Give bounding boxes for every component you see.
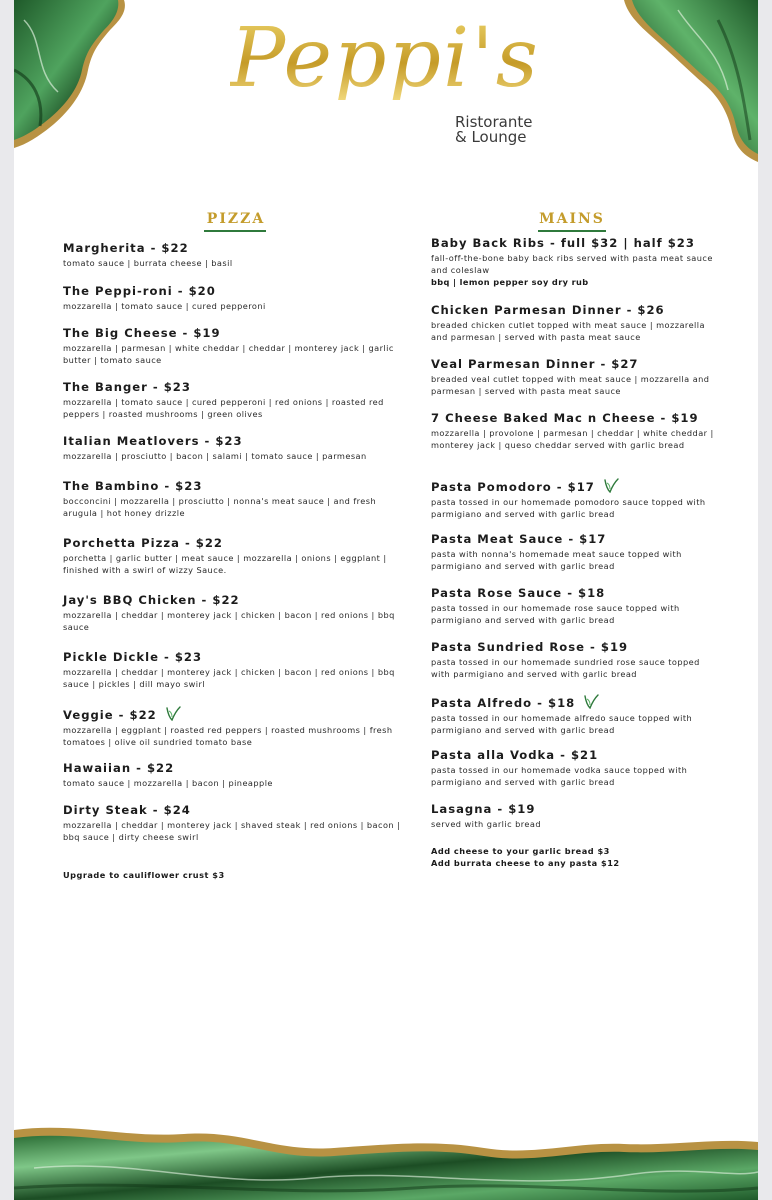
- logo-subtitle: [455, 115, 565, 145]
- menu-item-description: pasta with nonna's homemade meat sauce topped with parmigiano and served with garlic bread: [431, 549, 682, 571]
- marble-corner-top-right: [618, 0, 758, 165]
- menu-item-title: Veggie - $22: [63, 708, 157, 722]
- menu-item-description: mozzarella | cheddar | monterey jack | shaved steak | red onions | bacon | bbq sauce | dirty cheese swirl: [63, 820, 401, 842]
- mains-heading: MAINS: [539, 211, 605, 227]
- menu-item-name: [63, 593, 409, 608]
- menu-item-title: Dirty Steak - $24: [63, 803, 191, 817]
- menu-item-name: [431, 586, 721, 601]
- pizza-menu-item: [63, 761, 409, 789]
- menu-item-description: bocconcini | mozzarella | prosciutto | nonna's meat sauce | and fresh arugula | hot honey drizzle: [63, 496, 377, 518]
- menu-item-title: The Big Cheese - $19: [63, 326, 221, 340]
- mains-menu-item: [431, 640, 721, 680]
- marble-border-bottom: [14, 1108, 758, 1200]
- menu-item-options: bbq | lemon pepper soy dry rub: [431, 277, 589, 287]
- menu-item-title: The Banger - $23: [63, 380, 191, 394]
- menu-item-name: [431, 357, 721, 372]
- menu-item-description: pasta tossed in our homemade sundried rose sauce topped with parmigiano and served with garlic bread: [431, 657, 700, 679]
- pizza-menu-item: [63, 479, 409, 519]
- pizza-menu-item: [63, 650, 409, 690]
- menu-item-description: mozzarella | provolone | parmesan | cheddar | white cheddar | monterey jack | queso cheddar served with garlic bread: [431, 428, 714, 450]
- menu-item-name: [431, 411, 721, 426]
- mains-menu-item: [431, 586, 721, 626]
- logo-wordmark: Peppi's: [230, 11, 540, 106]
- menu-item-description: mozzarella | tomato sauce | cured pepperoni: [63, 301, 266, 311]
- menu-item-name: [63, 284, 409, 299]
- menu-page: [14, 0, 758, 1200]
- menu-item-name: [63, 380, 409, 395]
- vegetarian-leaf-icon: [603, 478, 619, 493]
- menu-item-title: Veal Parmesan Dinner - $27: [431, 357, 639, 371]
- menu-item-title: Jay's BBQ Chicken - $22: [63, 593, 240, 607]
- menu-item-name: [63, 706, 409, 723]
- cauliflower-crust-note: Upgrade to cauliflower crust $3: [63, 870, 225, 880]
- pizza-menu-item: [63, 326, 409, 366]
- menu-item-title: Pasta alla Vodka - $21: [431, 748, 599, 762]
- menu-item-title: Pasta Pomodoro - $17: [431, 480, 595, 494]
- menu-item-description: mozzarella | prosciutto | bacon | salami | tomato sauce | parmesan: [63, 451, 367, 461]
- mains-menu-list: [431, 236, 721, 836]
- mains-menu-item: [431, 532, 721, 572]
- menu-item-description: pasta tossed in our homemade alfredo sauce topped with parmigiano and served with garlic bread: [431, 713, 693, 735]
- menu-item-title: Italian Meatlovers - $23: [63, 434, 243, 448]
- menu-item-description: tomato sauce | mozzarella | bacon | pineapple: [63, 778, 273, 788]
- menu-item-description: pasta tossed in our homemade rose sauce topped with parmigiano and served with garlic bread: [431, 603, 680, 625]
- garlic-bread-cheese-note: Add cheese to your garlic bread $3: [431, 846, 610, 856]
- vegetarian-leaf-icon: [165, 706, 181, 721]
- menu-item-name: [63, 479, 409, 494]
- mains-heading-underline: [538, 230, 606, 232]
- pizza-menu-item: [63, 380, 409, 420]
- pizza-menu-item: [63, 241, 409, 269]
- mains-menu-item: [431, 303, 721, 343]
- menu-item-title: Margherita - $22: [63, 241, 189, 255]
- menu-item-name: [63, 761, 409, 776]
- pizza-heading-underline: [204, 230, 266, 232]
- menu-item-name: [431, 640, 721, 655]
- menu-item-description: mozzarella | eggplant | roasted red peppers | roasted mushrooms | fresh tomatoes | olive oil sundried tomato base: [63, 725, 393, 747]
- menu-item-description: tomato sauce | burrata cheese | basil: [63, 258, 233, 268]
- pizza-menu-item: [63, 536, 409, 576]
- menu-item-name: [431, 532, 721, 547]
- menu-item-description: breaded veal cutlet topped with meat sauce | mozzarella and parmesan | served with pasta meat sauce: [431, 374, 710, 396]
- menu-item-name: [431, 802, 721, 817]
- pizza-menu-item: [63, 803, 409, 843]
- menu-item-title: Hawaiian - $22: [63, 761, 175, 775]
- menu-item-name: [63, 650, 409, 665]
- menu-item-title: Pasta Meat Sauce - $17: [431, 532, 607, 546]
- menu-item-title: Pasta Sundried Rose - $19: [431, 640, 629, 654]
- menu-item-name: [63, 803, 409, 818]
- menu-item-name: [431, 748, 721, 763]
- menu-item-name: [63, 241, 409, 256]
- logo-subtitle-line2: & Lounge: [455, 128, 527, 146]
- pizza-menu-item: [63, 593, 409, 633]
- pizza-heading: PIZZA: [206, 211, 266, 227]
- mains-menu-item: [431, 748, 721, 788]
- menu-item-name: [431, 694, 721, 711]
- pizza-menu-list: [63, 241, 409, 841]
- burrata-note: Add burrata cheese to any pasta $12: [431, 858, 620, 868]
- restaurant-logo: [214, 11, 574, 154]
- menu-item-title: The Bambino - $23: [63, 479, 203, 493]
- pizza-menu-item: [63, 434, 409, 462]
- menu-item-description: breaded chicken cutlet topped with meat sauce | mozzarella and parmesan | served with pasta meat sauce: [431, 320, 705, 342]
- menu-item-name: [431, 236, 721, 251]
- vegetarian-leaf-icon: [583, 694, 599, 709]
- pizza-menu-item: [63, 284, 409, 312]
- menu-item-title: Baby Back Ribs - full $32 | half $23: [431, 236, 695, 250]
- menu-item-description: pasta tossed in our homemade pomodoro sauce topped with parmigiano and served with garlic bread: [431, 497, 706, 519]
- menu-item-name: [63, 326, 409, 341]
- mains-menu-item: [431, 236, 721, 288]
- mains-menu-item: [431, 411, 721, 451]
- menu-item-description: served with garlic bread: [431, 819, 541, 829]
- menu-item-name: [63, 536, 409, 551]
- menu-item-description: mozzarella | parmesan | white cheddar | cheddar | monterey jack | garlic butter | tomato sauce: [63, 343, 394, 365]
- menu-item-description: fall-off-the-bone baby back ribs served with pasta meat sauce and coleslaw: [431, 253, 713, 275]
- menu-item-title: Porchetta Pizza - $22: [63, 536, 223, 550]
- logo-subtitle-line1: Ristorante: [455, 113, 533, 131]
- menu-item-title: Lasagna - $19: [431, 802, 536, 816]
- menu-item-title: Pasta Alfredo - $18: [431, 696, 576, 710]
- mains-menu-item: [431, 694, 721, 736]
- mains-menu-item: [431, 478, 721, 520]
- menu-item-description: mozzarella | cheddar | monterey jack | chicken | bacon | red onions | bbq sauce | pickles | dill mayo swirl: [63, 667, 395, 689]
- pizza-menu-item: [63, 706, 409, 748]
- mains-menu-item: [431, 357, 721, 397]
- menu-item-description: pasta tossed in our homemade vodka sauce topped with parmigiano and served with garlic bread: [431, 765, 688, 787]
- menu-item-title: The Peppi-roni - $20: [63, 284, 216, 298]
- menu-item-name: [63, 434, 409, 449]
- mains-menu-item: [431, 802, 721, 830]
- menu-item-title: 7 Cheese Baked Mac n Cheese - $19: [431, 411, 699, 425]
- menu-item-name: [431, 303, 721, 318]
- menu-item-title: Pickle Dickle - $23: [63, 650, 203, 664]
- marble-corner-top-left: [14, 0, 134, 150]
- menu-item-name: [431, 478, 721, 495]
- menu-item-title: Chicken Parmesan Dinner - $26: [431, 303, 665, 317]
- menu-item-description: mozzarella | tomato sauce | cured pepperoni | red onions | roasted red peppers | roasted mushrooms | green olives: [63, 397, 384, 419]
- menu-item-description: mozzarella | cheddar | monterey jack | chicken | bacon | red onions | bbq sauce: [63, 610, 395, 632]
- menu-item-title: Pasta Rose Sauce - $18: [431, 586, 606, 600]
- menu-item-description: porchetta | garlic butter | meat sauce | mozzarella | onions | eggplant | finished with a swirl of wizzy Sauce.: [63, 553, 387, 575]
